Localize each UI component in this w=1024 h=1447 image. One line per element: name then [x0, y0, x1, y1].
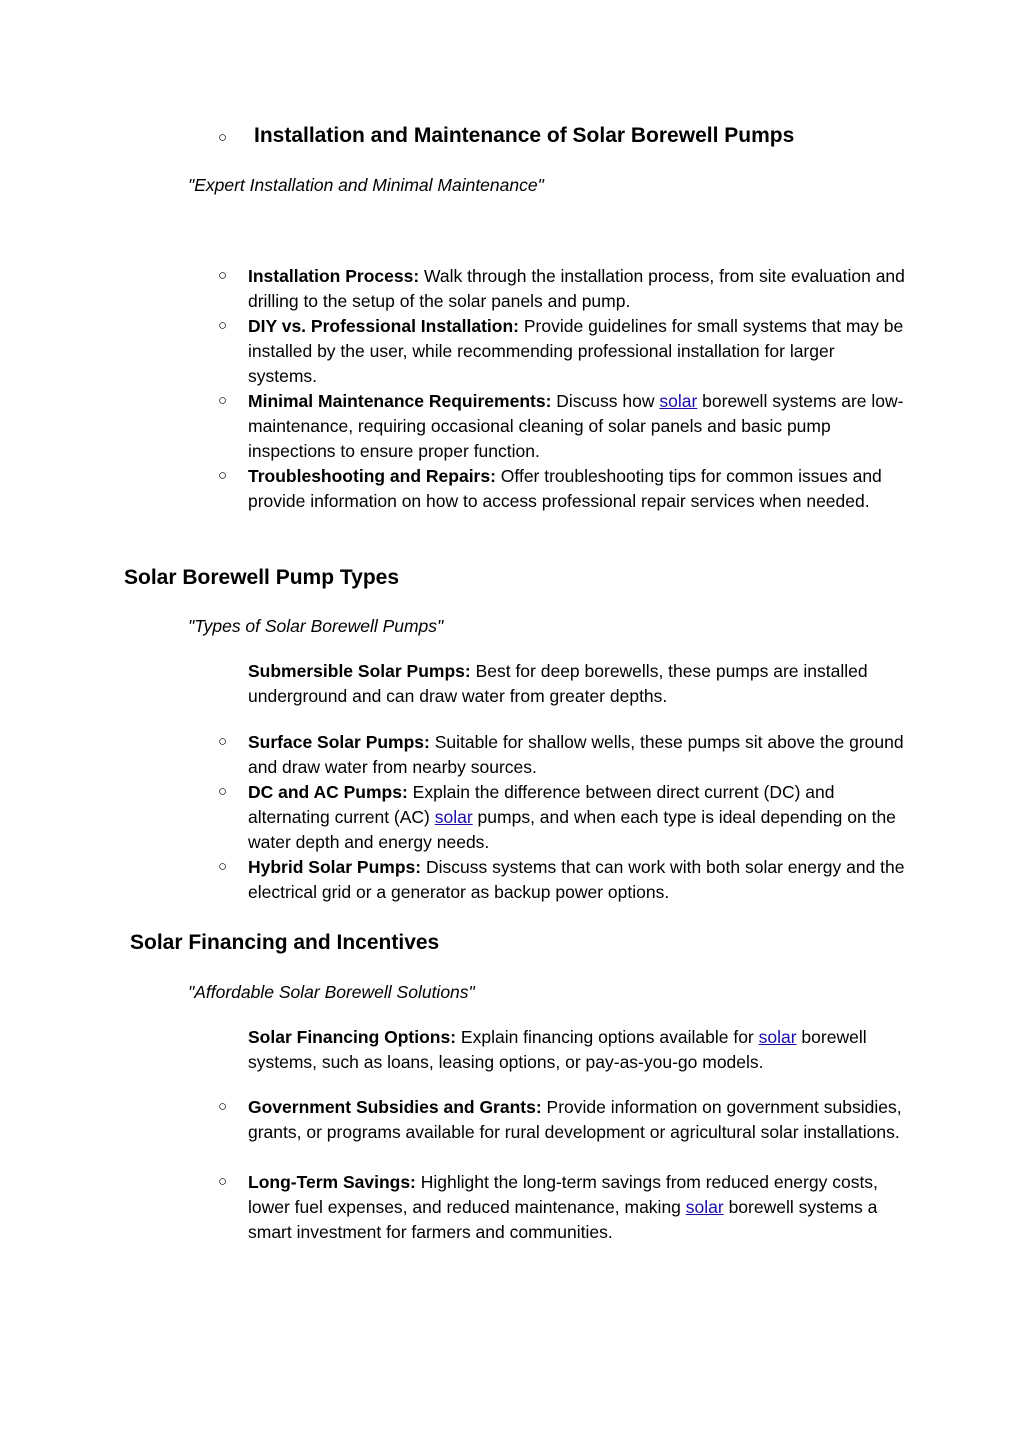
item-term: Minimal Maintenance Requirements:	[248, 391, 552, 411]
list-item-subsidies-grants	[248, 1095, 908, 1145]
list-item-installation-process	[248, 264, 908, 314]
list-item-minimal-maintenance	[248, 389, 908, 464]
item-text: borewell systems a smart investment for farmers and communities.	[248, 1197, 878, 1242]
list-bullet: ○	[218, 858, 228, 875]
solar-link[interactable]: solar	[434, 807, 473, 827]
item-term: Submersible Solar Pumps:	[248, 661, 471, 681]
lead-item-submersible	[248, 659, 908, 709]
item-text: Offer troubleshooting tips for common issues and provide information on how to access professional repair services when needed.	[248, 466, 882, 511]
item-term: Government Subsidies and Grants:	[248, 1097, 542, 1117]
section-quote-financing: "Affordable Solar Borewell Solutions"	[188, 982, 475, 1002]
item-term: Solar Financing Options:	[248, 1027, 457, 1047]
list-bullet: ○	[218, 317, 228, 334]
section-title-financing: Solar Financing and Incentives	[130, 931, 440, 954]
list-bullet: ○	[218, 392, 228, 409]
list-item-troubleshooting	[248, 464, 908, 514]
item-term: Surface Solar Pumps:	[248, 732, 430, 752]
item-term: DC and AC Pumps:	[248, 782, 408, 802]
list-bullet: ○	[218, 467, 228, 484]
item-text: Discuss systems that can work with both solar energy and the electrical grid or a generator as backup power options.	[248, 857, 905, 902]
item-text: borewell systems, such as loans, leasing options, or pay-as-you-go models.	[248, 1027, 867, 1072]
list-item-diy-vs-professional	[248, 314, 908, 389]
item-text: Explain financing options available for	[456, 1027, 759, 1047]
section-quote-installation: "Expert Installation and Minimal Maintenance"	[188, 175, 544, 195]
list-item-surface-pumps	[248, 730, 908, 780]
section-title-installation: Installation and Maintenance of Solar Borewell Pumps	[254, 124, 795, 147]
list-bullet: ○	[218, 1173, 228, 1190]
list-bullet: ○	[218, 267, 228, 284]
item-term: Troubleshooting and Repairs:	[248, 466, 496, 486]
list-item-hybrid-pumps	[248, 855, 908, 905]
list-bullet: ○	[218, 733, 228, 750]
item-text: Explain the difference between direct current (DC) and alternating current (AC)	[248, 782, 835, 827]
item-text: Discuss how	[551, 391, 660, 411]
item-term: Hybrid Solar Pumps:	[248, 857, 422, 877]
list-bullet: ○	[218, 1098, 228, 1115]
item-term: DIY vs. Professional Installation:	[248, 316, 520, 336]
item-term: Installation Process:	[248, 266, 420, 286]
list-bullet: ○	[218, 129, 228, 146]
section-title-pump-types: Solar Borewell Pump Types	[124, 566, 400, 589]
item-text: Highlight the long-term savings from reduced energy costs, lower fuel expenses, and reduced maintenance, making	[248, 1172, 878, 1217]
solar-link[interactable]: solar	[685, 1197, 724, 1217]
lead-item-financing-options	[248, 1025, 908, 1075]
item-text: Suitable for shallow wells, these pumps sit above the ground and draw water from nearby sources.	[248, 732, 904, 777]
list-bullet: ○	[218, 783, 228, 800]
item-text: Best for deep borewells, these pumps are installed underground and can draw water from greater depths.	[248, 661, 868, 706]
item-text: borewell systems are low-maintenance, requiring occasional cleaning of solar panels and basic pump inspections to ensure proper function.	[248, 391, 904, 461]
list-item-dc-ac-pumps	[248, 780, 908, 855]
item-text: Provide information on government subsidies, grants, or programs available for rural development or agricultural solar installations.	[248, 1097, 902, 1142]
solar-link[interactable]: solar	[659, 391, 698, 411]
section-quote-pump-types: "Types of Solar Borewell Pumps"	[188, 616, 444, 636]
item-text: pumps, and when each type is ideal depending on the water depth and energy needs.	[248, 807, 896, 852]
solar-link[interactable]: solar	[758, 1027, 797, 1047]
list-item-long-term-savings	[248, 1170, 908, 1245]
item-text: Provide guidelines for small systems that may be installed by the user, while recommending professional installation for larger systems.	[248, 316, 904, 386]
item-text: Walk through the installation process, from site evaluation and drilling to the setup of the solar panels and pump.	[248, 266, 905, 311]
item-term: Long-Term Savings:	[248, 1172, 416, 1192]
